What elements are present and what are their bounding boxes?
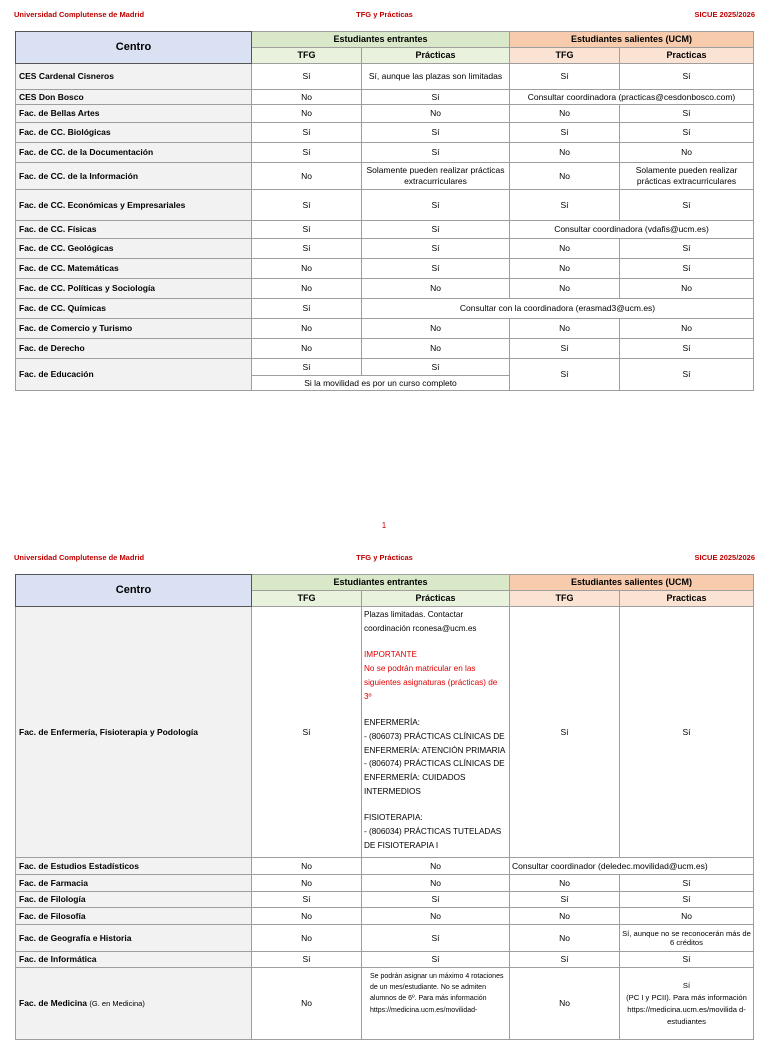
cell: Sí [620,64,754,90]
cell: Sí [362,892,510,908]
cell: Sí [620,105,754,123]
enf-title: ENFERMERÍA: [364,718,420,728]
table-row [16,163,754,190]
table-row [16,319,754,339]
table-row [16,259,754,279]
col-ent-practicas: Prácticas [362,48,510,64]
header-university: Universidad Complutense de Madrid [14,553,145,562]
cell: No [252,163,362,190]
cell-enfermeria-practicas [362,607,510,858]
cell: Sí [252,952,362,968]
center-name: Fac. de Filosofía [16,908,252,925]
table-row [16,607,754,858]
center-name: Fac. de CC. Matemáticas [16,259,252,279]
center-name: Fac. de Comercio y Turismo [16,319,252,339]
med-si: Sí [682,980,691,990]
cell: Sí [620,239,754,259]
cell: Consultar coordinadora (practicas@cesdonbosco.com) [510,90,754,105]
center-name: Fac. de CC. de la Documentación [16,143,252,163]
cell: No [620,319,754,339]
cell: Sí [252,143,362,163]
cell: No [362,279,510,299]
fis-title: FISIOTERAPIA: [364,813,423,823]
center-name: Fac. de Educación [16,359,252,391]
cell: Sí, aunque las plazas son limitadas [362,64,510,90]
cell: Sí [510,359,620,391]
cell: Sí [510,607,620,858]
col-sal-practicas: Practicas [620,591,754,607]
cell: No [362,875,510,892]
cell: No [510,259,620,279]
center-name [16,968,252,1040]
cell: No [362,105,510,123]
cell: Sí [620,607,754,858]
col-sal-practicas: Practicas [620,48,754,64]
cell: Sí [362,221,510,239]
center-name: Fac. de Filología [16,892,252,908]
center-name: Fac. de CC. Económicas y Empresariales [16,190,252,221]
col-entrantes: Estudiantes entrantes [252,575,510,591]
table-row [16,339,754,359]
cell: Consultar con la coordinadora (erasmad3@ucm.es) [362,299,754,319]
cell: Sí [252,892,362,908]
col-ent-tfg: TFG [252,48,362,64]
cell: Sí [510,64,620,90]
cell: No [252,925,362,952]
cell: Sí [362,90,510,105]
center-name: Fac. de CC. Físicas [16,221,252,239]
cell-note: Si la movilidad es por un curso completo [252,376,510,391]
table-row [16,359,754,376]
cell-medicina-practicas [620,968,754,1040]
table-row [16,925,754,952]
table-row [16,299,754,319]
header-university: Universidad Complutense de Madrid [14,10,145,19]
cell: No [252,259,362,279]
important-label: IMPORTANTE [364,650,417,660]
cell: Sí [362,259,510,279]
col-ent-tfg: TFG [252,591,362,607]
cell: Sí [510,123,620,143]
cell: No [510,105,620,123]
center-name: Fac. de Bellas Artes [16,105,252,123]
center-name: Fac. de CC. de la Información [16,163,252,190]
cell: Sí [620,892,754,908]
col-centro: Centro [16,575,252,607]
cell: Sí [362,143,510,163]
header-topic: TFG y Prácticas [356,10,413,19]
center-name: Fac. de Estudios Estadísticos [16,858,252,875]
center-name: Fac. de CC. Geológicas [16,239,252,259]
cell: Solamente pueden realizar prácticas extracurriculares [620,163,754,190]
cell: Sí, aunque no se reconocerán más de 6 créditos [620,925,754,952]
table-row [16,64,754,90]
cell: No [252,279,362,299]
cell: Sí [362,925,510,952]
cell: No [362,908,510,925]
cell: Sí [510,952,620,968]
center-name: Fac. de CC. Biológicas [16,123,252,143]
center-name: Fac. de Informática [16,952,252,968]
table-row [16,90,754,105]
page-header [14,10,755,22]
cell: No [252,968,362,1040]
table-row [16,875,754,892]
table-row [16,239,754,259]
center-name: Fac. de Derecho [16,339,252,359]
page-number: 1 [381,521,387,530]
cell: Sí [252,123,362,143]
cell: Solamente pueden realizar prácticas extracurriculares [362,163,510,190]
table-row [16,190,754,221]
cell: Sí [362,952,510,968]
enf-paragraph: Plazas limitadas. Contactar coordinación rconesa@ucm.es [364,610,477,633]
cell: Sí [510,190,620,221]
col-sal-tfg: TFG [510,48,620,64]
cell: No [510,319,620,339]
table-row [16,968,754,1040]
header-topic: TFG y Prácticas [356,553,413,562]
cell: Sí [510,892,620,908]
cell: No [252,90,362,105]
col-centro: Centro [16,32,252,64]
cell: Sí [252,607,362,858]
important-text: No se podrán matricular en las siguientes asignaturas (prácticas) de 3º [364,664,498,701]
cell: No [620,908,754,925]
cell: No [252,858,362,875]
cell: No [510,968,620,1040]
col-salientes: Estudiantes salientes (UCM) [510,32,754,48]
cell: Sí [252,221,362,239]
cell: Sí [620,875,754,892]
table-row [16,892,754,908]
cell: Sí [362,239,510,259]
page-header [14,553,755,565]
enf-item: - (806073) PRÁCTICAS CLÍNICAS DE ENFERMERÍA: ATENCIÓN PRIMARIA [364,731,506,755]
cell: No [252,319,362,339]
center-name: Fac. de CC. Químicas [16,299,252,319]
cell: No [510,875,620,892]
center-name-text: Fac. de Medicina [19,998,88,1009]
cell: No [362,319,510,339]
center-name: CES Cardenal Cisneros [16,64,252,90]
cell: Sí [362,359,510,376]
center-name-note: (G. en Medicina) [89,999,145,1009]
med-info: (PC I y PCII). Para más información https://medicina.ucm.es/movilida d-estudiantes [626,992,747,1026]
col-ent-practicas: Prácticas [362,591,510,607]
cell: Sí [620,123,754,143]
cell: No [510,143,620,163]
table-row [16,105,754,123]
table-row [16,279,754,299]
centers-table-1 [15,31,754,391]
col-salientes: Estudiantes salientes (UCM) [510,575,754,591]
table-row [16,221,754,239]
header-program: SICUE 2025/2026 [694,553,755,562]
center-name: Fac. de Farmacia [16,875,252,892]
cell: No [252,339,362,359]
cell: Sí [252,239,362,259]
table-row [16,952,754,968]
cell: Consultar coordinadora (vdafis@ucm.es) [510,221,754,239]
cell: No [620,279,754,299]
col-entrantes: Estudiantes entrantes [252,32,510,48]
cell: No [252,908,362,925]
cell: Sí [252,359,362,376]
cell: No [510,925,620,952]
cell: Se podrán asignar un máximo 4 rotaciones de un mes/estudiante. No se admiten alumnos de 6º. Para más información https://medicina.ucm.es/movilidad- [362,968,510,1040]
center-name: Fac. de Geografía e Historia [16,925,252,952]
cell: Sí [252,64,362,90]
table-row [16,143,754,163]
cell: No [510,239,620,259]
cell: Sí [362,123,510,143]
cell: Sí [620,359,754,391]
col-sal-tfg: TFG [510,591,620,607]
center-name: Fac. de Enfermería, Fisioterapia y Podología [16,607,252,858]
cell: No [510,279,620,299]
enf-item: - (806074) PRÁCTICAS CLÍNICAS DE ENFERMERÍA: CUIDADOS INTERMEDIOS [364,759,505,796]
header-program: SICUE 2025/2026 [694,10,755,19]
cell: No [510,908,620,925]
cell: Sí [510,339,620,359]
table-row [16,123,754,143]
cell: No [510,163,620,190]
cell: Sí [362,190,510,221]
table-row [16,858,754,875]
table-row [16,908,754,925]
fis-item: - (806034) PRÁCTICAS TUTELADAS DE FISIOTERAPIA I [364,827,502,850]
cell: No [252,875,362,892]
center-name: CES Don Bosco [16,90,252,105]
cell: Sí [620,339,754,359]
cell: No [362,858,510,875]
cell: Sí [620,952,754,968]
cell: Sí [252,190,362,221]
cell: Sí [620,190,754,221]
cell: Consultar coordinador (deledec.movilidad@ucm.es) [510,858,754,875]
cell: Sí [620,259,754,279]
cell: No [252,105,362,123]
cell: No [362,339,510,359]
center-name: Fac. de CC. Políticas y Sociología [16,279,252,299]
cell: Sí [252,299,362,319]
cell: No [620,143,754,163]
centers-table-2 [15,574,754,1040]
